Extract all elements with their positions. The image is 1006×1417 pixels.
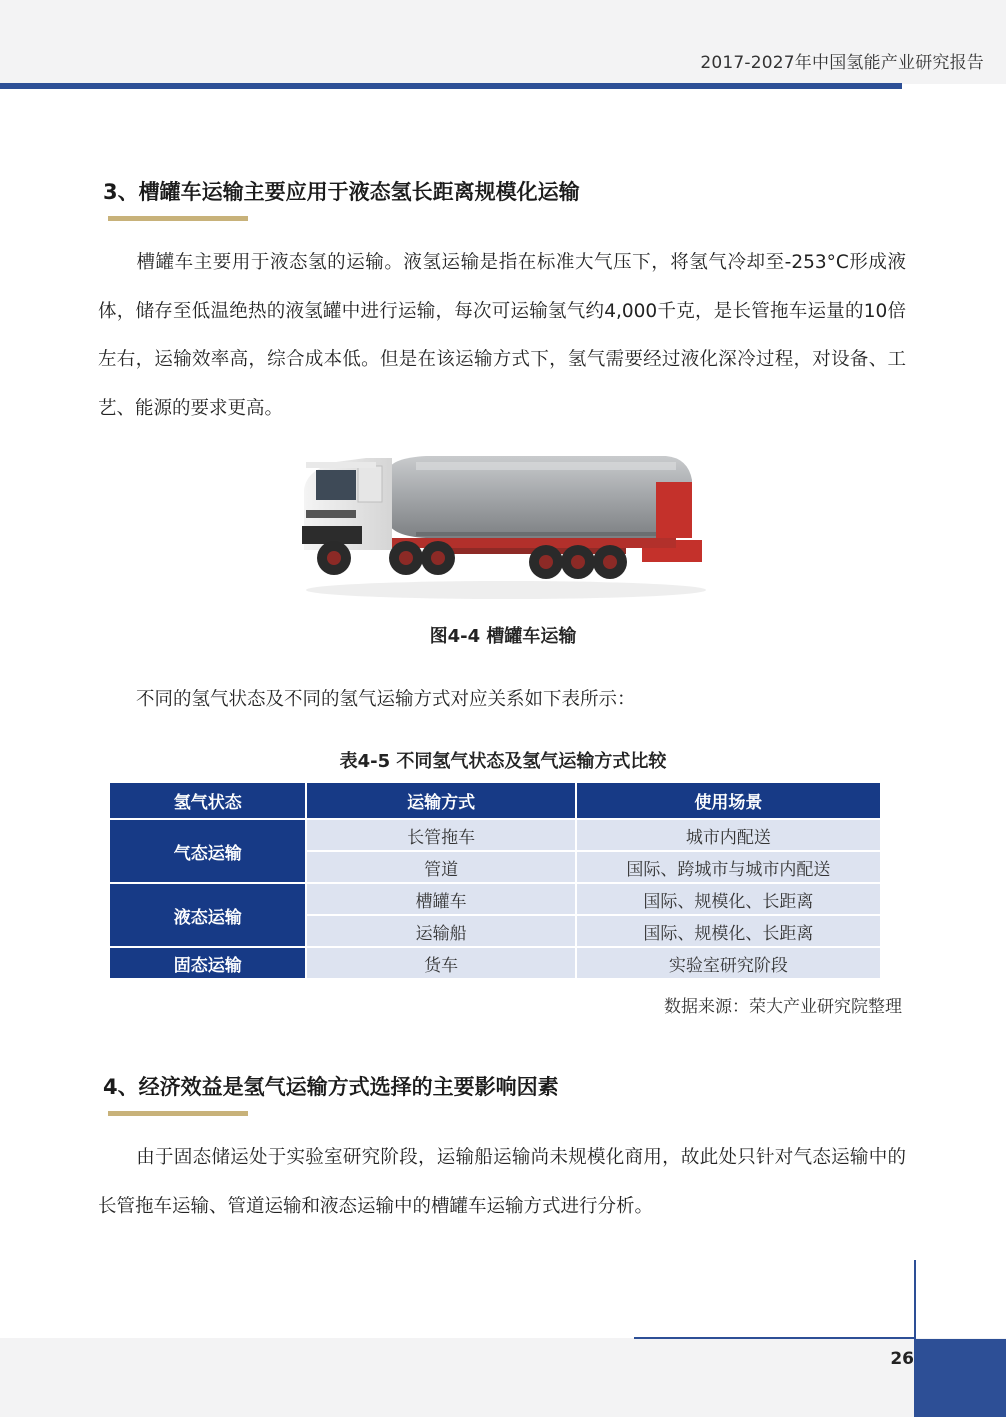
table-header-row	[109, 782, 881, 819]
scenario-cell: 国际、规模化、长距离	[576, 883, 881, 915]
page-number: 26	[890, 1349, 914, 1369]
report-title: 2017-2027年中国氢能产业研究报告	[700, 53, 984, 73]
method-cell: 槽罐车	[306, 883, 575, 915]
table-caption: 表4-5 不同氢气状态及氢气运输方式比较	[339, 751, 667, 772]
table-intro	[98, 676, 906, 725]
column-header: 氢气状态	[109, 782, 306, 819]
state-cell: 液态运输	[109, 883, 306, 947]
footer-rule	[634, 1337, 916, 1339]
figure-caption: 图4-4 槽罐车运输	[429, 626, 577, 647]
scenario-cell: 国际、规模化、长距离	[576, 915, 881, 947]
section-3-title: 3、槽罐车运输主要应用于液态氢长距离规模化运输	[103, 180, 580, 204]
footer-band	[0, 1338, 1006, 1417]
table-row	[109, 883, 881, 915]
transport-comparison-table	[108, 781, 882, 980]
table-row	[109, 947, 881, 979]
scenario-cell: 城市内配送	[576, 819, 881, 851]
scenario-cell: 国际、跨城市与城市内配送	[576, 851, 881, 883]
method-cell: 长管拖车	[306, 819, 575, 851]
footer-accent-block	[916, 1339, 1006, 1417]
scenario-cell: 实验室研究阶段	[576, 947, 881, 979]
section-3-paragraph-text: 槽罐车主要用于液态氢的运输。液氢运输是指在标准大气压下，将氢气冷却至-253°C形成液体，储存至低温绝热的液氢罐中进行运输，每次可运输氢气约4,000千克，是长管拖车运量的10倍左右，运输效率高，综合成本低。但是在该运输方式下，氢气需要经过液化深冷过程，对设备、工艺、能源的要求更高。	[98, 252, 906, 419]
table-intro-text: 不同的氢气状态及不同的氢气运输方式对应关系如下表所示：	[136, 689, 636, 710]
method-cell: 运输船	[306, 915, 575, 947]
state-cell: 气态运输	[109, 819, 306, 883]
header-rule	[0, 83, 902, 89]
section-4-paragraph	[98, 1134, 906, 1231]
column-header: 运输方式	[306, 782, 575, 819]
method-cell: 管道	[306, 851, 575, 883]
tanker-truck-image	[296, 440, 710, 606]
section-4-paragraph-text: 由于固态储运处于实验室研究阶段，运输船运输尚未规模化商用，故此处只针对气态运输中的长管拖车运输、管道运输和液态运输中的槽罐车运输方式进行分析。	[98, 1147, 906, 1217]
section-3-underline	[108, 216, 248, 221]
method-cell: 货车	[306, 947, 575, 979]
data-source-note: 数据来源：荣大产业研究院整理	[664, 997, 902, 1017]
state-cell: 固态运输	[109, 947, 306, 979]
table-row	[109, 819, 881, 851]
section-3-paragraph	[98, 239, 906, 433]
section-4-underline	[108, 1111, 248, 1116]
column-header: 使用场景	[576, 782, 881, 819]
section-4-title: 4、经济效益是氢气运输方式选择的主要影响因素	[103, 1075, 559, 1099]
